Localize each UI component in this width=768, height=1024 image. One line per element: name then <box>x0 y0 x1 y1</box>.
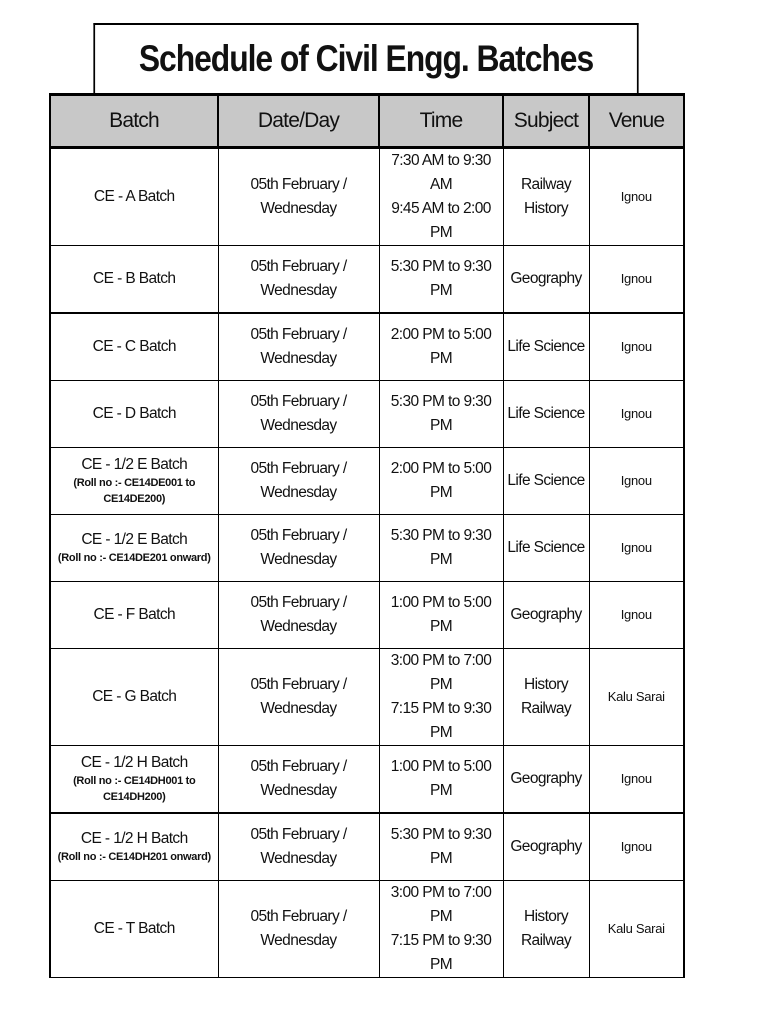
table-row <box>50 813 684 881</box>
table-row <box>50 582 684 649</box>
subject-cell <box>503 246 589 314</box>
batch-name: CE - T Batch <box>93 920 175 937</box>
batch-cell <box>50 313 218 381</box>
schedule-table <box>49 93 685 978</box>
venue-cell: Ignou <box>589 246 684 314</box>
column-header-subject: Subject <box>503 95 589 148</box>
batch-cell <box>50 246 218 314</box>
roll-range: (Roll no :- CE14DE201 onward) <box>57 552 211 564</box>
subject-name: Life Science <box>507 338 585 355</box>
subject-cell <box>503 746 589 814</box>
subject-cell <box>503 515 589 582</box>
time-slot: 5:30 PM to 9:30 PM <box>390 826 492 867</box>
batch-cell <box>50 148 218 246</box>
time-slot: 5:30 PM to 9:30 PM <box>390 527 492 568</box>
table-body <box>50 148 684 978</box>
time-slot: 7:15 PM to 9:30 PM <box>390 700 492 741</box>
time-cell <box>379 746 503 814</box>
time-slot: 9:45 AM to 2:00 PM <box>391 200 491 241</box>
subject-cell <box>503 448 589 515</box>
subject-name: Railway <box>520 700 572 717</box>
roll-range: (Roll no :- CE14DE001 to CE14DE200) <box>73 477 196 505</box>
venue-cell: Ignou <box>589 746 684 814</box>
subject-cell <box>503 813 589 881</box>
batch-name: CE - 1/2 E Batch <box>81 456 188 473</box>
time-cell <box>379 649 503 746</box>
header-row <box>50 95 684 148</box>
table-row <box>50 746 684 814</box>
time-cell <box>379 582 503 649</box>
column-header-time: Time <box>379 95 503 148</box>
venue-cell: Ignou <box>589 313 684 381</box>
subject-cell <box>503 649 589 746</box>
subject-cell <box>503 381 589 448</box>
roll-range: (Roll no :- CE14DH001 to CE14DH200) <box>73 775 196 803</box>
subject-name: Geography <box>510 606 582 623</box>
time-slot: 5:30 PM to 9:30 PM <box>390 393 492 434</box>
time-cell <box>379 246 503 314</box>
time-slot: 3:00 PM to 7:00 PM <box>390 652 492 693</box>
subject-name: Railway <box>520 176 572 193</box>
date-cell: 05th February / Wednesday <box>218 649 379 746</box>
time-cell <box>379 148 503 246</box>
time-cell <box>379 881 503 978</box>
date-cell: 05th February / Wednesday <box>218 313 379 381</box>
date-cell: 05th February / Wednesday <box>218 448 379 515</box>
time-cell <box>379 381 503 448</box>
page-title: Schedule of Civil Engg. Batches <box>93 23 638 93</box>
subject-name: Life Science <box>507 539 585 556</box>
venue-cell: Ignou <box>589 515 684 582</box>
batch-cell <box>50 448 218 515</box>
table-row <box>50 313 684 381</box>
time-cell <box>379 515 503 582</box>
venue-cell: Kalu Sarai <box>589 881 684 978</box>
column-header-venue: Venue <box>589 95 684 148</box>
venue-cell: Ignou <box>589 148 684 246</box>
time-slot: 7:15 PM to 9:30 PM <box>390 932 492 973</box>
time-slot: 2:00 PM to 5:00 PM <box>390 326 492 367</box>
table-row <box>50 649 684 746</box>
batch-name: CE - D Batch <box>92 405 176 422</box>
column-header-date: Date/Day <box>218 95 379 148</box>
time-slot: 5:30 PM to 9:30 PM <box>390 258 492 299</box>
subject-cell <box>503 148 589 246</box>
venue-cell: Ignou <box>589 582 684 649</box>
subject-name: History <box>523 200 569 217</box>
subject-name: History <box>523 676 569 693</box>
subject-name: Geography <box>510 838 582 855</box>
time-slot: 3:00 PM to 7:00 PM <box>390 884 492 925</box>
table-row <box>50 148 684 246</box>
batch-name: CE - A Batch <box>93 188 175 205</box>
date-cell: 05th February / Wednesday <box>218 515 379 582</box>
batch-cell <box>50 649 218 746</box>
date-cell: 05th February / Wednesday <box>218 813 379 881</box>
subject-name: Life Science <box>507 472 585 489</box>
date-cell: 05th February / Wednesday <box>218 381 379 448</box>
batch-cell <box>50 813 218 881</box>
date-cell: 05th February / Wednesday <box>218 582 379 649</box>
venue-cell: Ignou <box>589 813 684 881</box>
batch-name: CE - C Batch <box>92 338 176 355</box>
subject-name: Railway <box>520 932 572 949</box>
table-row <box>50 381 684 448</box>
subject-name: Geography <box>510 270 582 287</box>
venue-cell: Ignou <box>589 381 684 448</box>
date-cell: 05th February / Wednesday <box>218 148 379 246</box>
batch-name: CE - F Batch <box>93 606 176 623</box>
batch-cell <box>50 515 218 582</box>
time-slot: 1:00 PM to 5:00 PM <box>390 594 492 635</box>
venue-cell: Kalu Sarai <box>589 649 684 746</box>
date-cell: 05th February / Wednesday <box>218 881 379 978</box>
batch-cell <box>50 746 218 814</box>
time-slot: 2:00 PM to 5:00 PM <box>390 460 492 501</box>
venue-cell: Ignou <box>589 448 684 515</box>
subject-name: Life Science <box>507 405 585 422</box>
subject-name: History <box>523 908 569 925</box>
batch-name: CE - 1/2 H Batch <box>80 754 188 771</box>
subject-cell <box>503 313 589 381</box>
table-row <box>50 448 684 515</box>
batch-name: CE - 1/2 E Batch <box>81 531 188 548</box>
batch-name: CE - B Batch <box>93 270 176 287</box>
time-slot: 7:30 AM to 9:30 AM <box>391 152 491 193</box>
subject-cell <box>503 582 589 649</box>
time-cell <box>379 813 503 881</box>
table-row <box>50 515 684 582</box>
subject-name: Geography <box>510 770 582 787</box>
subject-cell <box>503 881 589 978</box>
roll-range: (Roll no :- CE14DH201 onward) <box>57 851 211 863</box>
batch-name: CE - 1/2 H Batch <box>80 830 188 847</box>
table-row <box>50 881 684 978</box>
date-cell: 05th February / Wednesday <box>218 246 379 314</box>
schedule-sheet <box>49 23 683 978</box>
time-cell <box>379 448 503 515</box>
batch-name: CE - G Batch <box>92 688 177 705</box>
batch-cell <box>50 381 218 448</box>
batch-cell <box>50 881 218 978</box>
time-slot: 1:00 PM to 5:00 PM <box>390 758 492 799</box>
table-row <box>50 246 684 314</box>
batch-cell <box>50 582 218 649</box>
time-cell <box>379 313 503 381</box>
date-cell: 05th February / Wednesday <box>218 746 379 814</box>
column-header-batch: Batch <box>50 95 218 148</box>
